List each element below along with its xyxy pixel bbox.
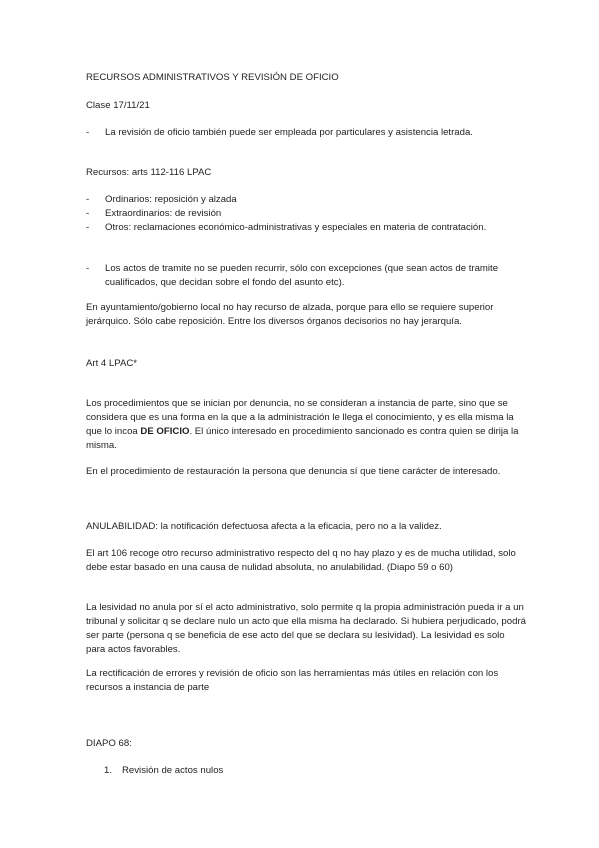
procedimientos-text-after: . El único interesado en procedimiento sancionado es contra quien se dirija la misma. [86,426,519,451]
paragraph-anulabilidad: ANULABILIDAD: la notificación defectuosa afecta a la eficacia, pero no a la validez. [86,521,442,532]
procedimientos-text-before: Los procedimientos que se inician por denuncia, no se consideran a instancia de parte, sino que se considera que es una forma en la que a la administración le llega el conocimiento, y es ella misma la que lo incoa [86,398,514,437]
paragraph-procedimientos [86,397,526,453]
bullet-dash: - [86,194,90,205]
bullet-dash: - [86,127,90,138]
bullet-dash: - [86,263,90,274]
bullet-dash: - [86,208,90,219]
procedimientos-bold-de-oficio: DE OFICIO [140,426,190,437]
numbered-item-number: 1. [104,765,113,776]
numbered-item-text: Revisión de actos nulos [122,765,224,776]
bullet-revision-oficio: La revisión de oficio también puede ser empleada por particulares y asistencia letrada. [105,127,473,138]
class-date: Clase 17/11/21 [86,100,150,111]
document-title: RECURSOS ADMINISTRATIVOS Y REVISIÓN DE OFICIO [86,72,339,83]
recursos-heading: Recursos: arts 112-116 LPAC [86,167,212,178]
paragraph-restauracion: En el procedimiento de restauración la persona que denuncia sí que tiene carácter de interesado. [86,466,501,477]
art4-heading: Art 4 LPAC* [86,358,138,369]
bullet-dash: - [86,222,90,233]
bullet-actos-tramite: Los actos de tramite no se pueden recurrir, sólo con excepciones (que sean actos de tramite cualificados, que decidan sobre el fondo del asunto etc). [105,263,499,288]
recursos-item-ordinarios: Ordinarios: reposición y alzada [105,194,237,205]
paragraph-ayuntamiento: En ayuntamiento/gobierno local no hay recurso de alzada, porque para ello se requiere superior jerárquico. Sólo cabe reposición. Entre los diversos órganos decisorios no hay jerarquía. [86,302,494,327]
diapo-heading: DIAPO 68: [86,738,132,749]
paragraph-art106: El art 106 recoge otro recurso administrativo respecto del q no hay plazo y es de mucha utilidad, solo debe estar basado en una causa de nulidad absoluta, no anulabilidad. (Diapo 59 o 60) [86,548,516,573]
recursos-item-extraordinarios: Extraordinarios: de revisión [105,208,222,219]
paragraph-rectificacion: La rectificación de errores y revisión de oficio son las herramientas más útiles en relación con los recursos a instancia de parte [86,668,499,693]
recursos-item-otros: Otros: reclamaciones económico-administrativas y especiales en materia de contratación. [105,222,487,233]
paragraph-lesividad: La lesividad no anula por sí el acto administrativo, solo permite q la propia administración pueda ir a un tribunal y solicitar q se declare nulo un acto que ella misma ha declarado. Si hubiera perjudicado, podrá ser parte (persona q se beneficia de ese acto del que se declara su lesividad). La lesividad es solo para actos favorables. [86,602,526,655]
